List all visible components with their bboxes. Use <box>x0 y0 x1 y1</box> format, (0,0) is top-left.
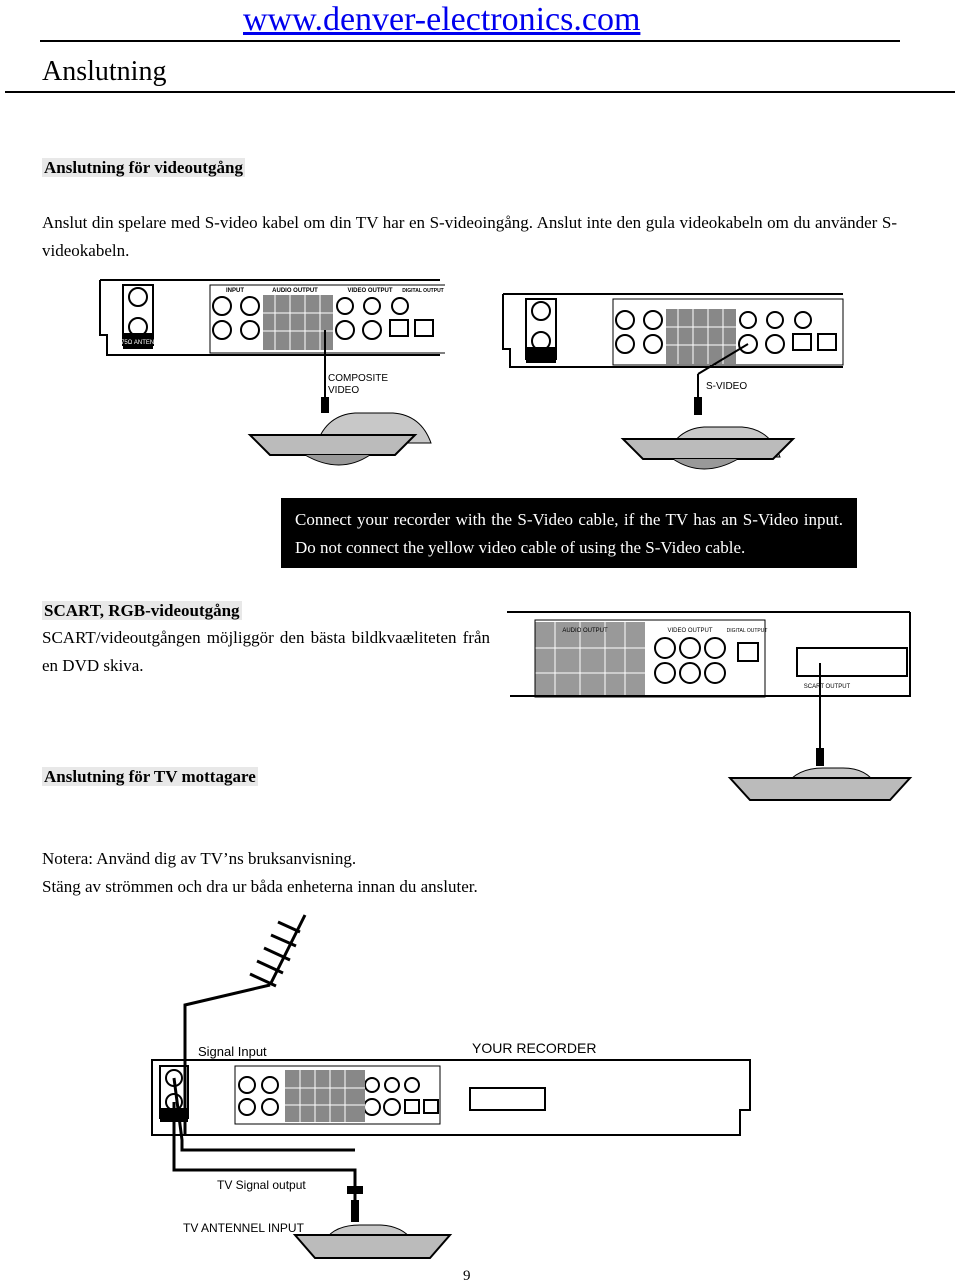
section-heading-video: Anslutning för videoutgång <box>44 158 244 177</box>
scart-audio-output-label: AUDIO OUTPUT <box>562 628 608 634</box>
antenna-diagram <box>130 910 780 1265</box>
composite-plug <box>321 397 329 413</box>
composite-label-1: COMPOSITE <box>328 373 389 384</box>
section-body-scart: SCART/videoutgången möjliggör den bästa bildkvaæliteten från en DVD skiva. <box>42 628 490 675</box>
header-rule <box>40 40 900 42</box>
composite-label-2: VIDEO <box>328 385 360 396</box>
tv-icon <box>623 439 793 459</box>
website-url[interactable]: www.denver-electronics.com <box>243 1 641 38</box>
scart-diagram <box>505 608 915 808</box>
tv-note-line2: Stäng av strömmen och dra ur båda enheterna innan du ansluter. <box>42 877 478 896</box>
signal-input-label: Signal Input <box>198 1044 267 1059</box>
tv-icon <box>295 1235 450 1258</box>
tv-icon <box>250 435 415 455</box>
tv-icon <box>730 778 910 800</box>
your-recorder-label: YOUR RECORDER <box>472 1040 597 1056</box>
scart-digital-output-label: DIGITAL OUTPUT <box>726 628 768 634</box>
scart-output-label: SCART OUTPUT <box>803 684 851 690</box>
composite-video-diagram <box>95 275 445 475</box>
s-video-plug <box>694 397 702 415</box>
input-label: INPUT <box>226 288 244 294</box>
tv-antenna-input-label: TV ANTENNEL INPUT <box>183 1221 304 1235</box>
section-heading-scart: SCART, RGB-videoutgång <box>44 601 240 620</box>
title-rule <box>5 91 955 93</box>
scart-video-output-label: VIDEO OUTPUT <box>667 628 713 634</box>
page-number: 9 <box>463 1268 471 1284</box>
audio-output-label: AUDIO OUTPUT <box>272 288 318 294</box>
digital-output-label: DIGITAL OUTPUT <box>402 288 444 294</box>
tv-note-line1: Notera: Använd dig av TV’ns bruksanvisning. <box>42 849 357 868</box>
section-heading-tv: Anslutning för TV mottagare <box>44 767 256 786</box>
audio-jack-grid <box>263 295 333 350</box>
s-video-diagram <box>498 289 848 479</box>
video-output-label: VIDEO OUTPUT <box>347 288 393 294</box>
page-title: Anslutning <box>42 56 167 87</box>
english-note-box: Connect your recorder with the S-Video cable, if the TV has an S-Video input. Do not connect the yellow video cable of using the S-Video cable. <box>281 498 857 568</box>
s-video-cable-label: S-VIDEO <box>706 381 748 392</box>
section-body-video: Anslut din spelare med S-video kabel om din TV har en S-videoingång. Anslut inte den gula videokabeln om du använder S-videokabeln. <box>42 213 897 260</box>
antenna-label: TV75Ω ANTENNA <box>113 340 163 346</box>
tv-signal-output-label: TV Signal output <box>217 1178 306 1192</box>
recorder-back-panel <box>152 1060 750 1135</box>
